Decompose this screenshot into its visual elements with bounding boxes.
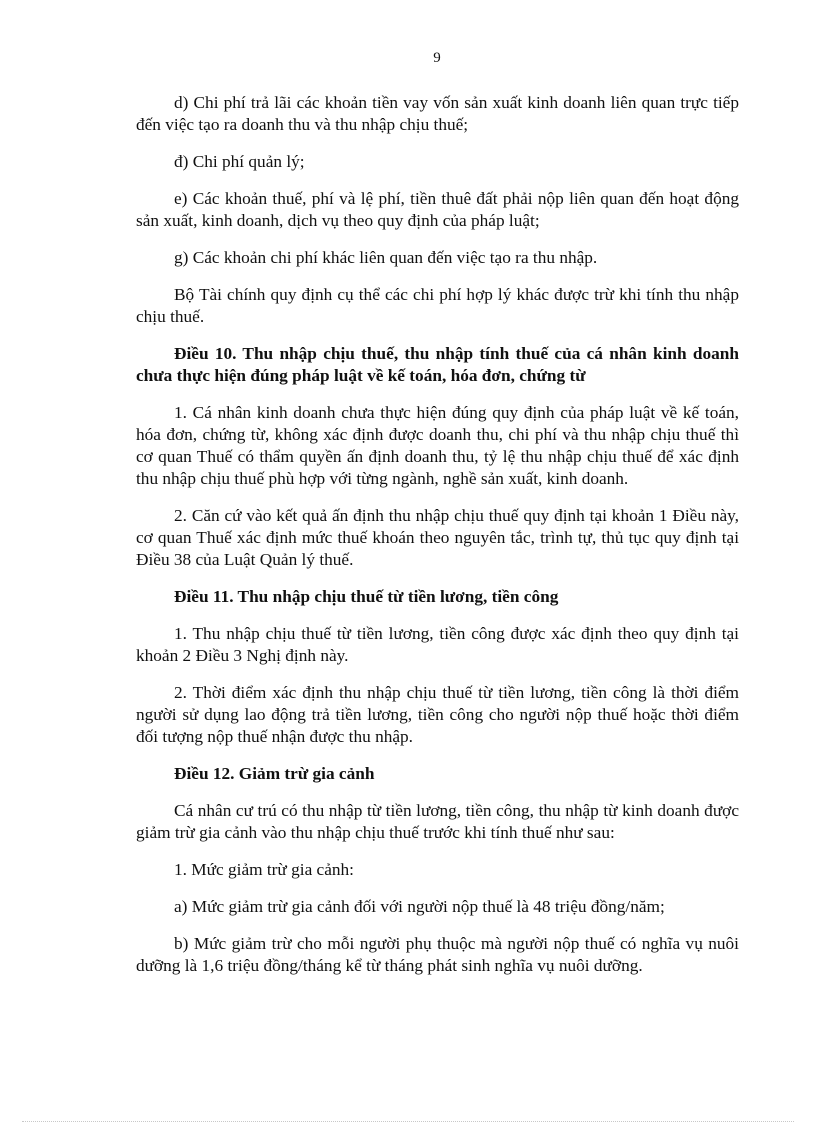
article-10-clause-2: 2. Căn cứ vào kết quả ấn định thu nhập chịu thuế quy định tại khoản 1 Điều này, cơ quan Thuế xác định mức thuế khoán theo nguyên tắc, trình tự, thủ tục quy định tại Điều 38 của Luật Quản lý thuế.	[136, 506, 739, 569]
page-number: 9	[433, 50, 441, 66]
document-body	[136, 92, 739, 992]
article-12-clause-1: 1. Mức giảm trừ gia cảnh:	[174, 860, 354, 879]
article-11-heading: Điều 11. Thu nhập chịu thuế từ tiền lương, tiền công	[174, 587, 559, 606]
article-11-clause-2: 2. Thời điểm xác định thu nhập chịu thuế từ tiền lương, tiền công là thời điểm người sử dụng lao động trả tiền lương, tiền công cho người nộp thuế hoặc thời điểm đối tượng nộp thuế nhận được thu nhập.	[136, 683, 739, 746]
page-bottom-divider	[22, 1121, 794, 1122]
paragraph-item-d: d) Chi phí trả lãi các khoản tiền vay vốn sản xuất kinh doanh liên quan trực tiếp đến việc tạo ra doanh thu và thu nhập chịu thuế;	[136, 93, 739, 134]
paragraph-ministry-note: Bộ Tài chính quy định cụ thể các chi phí hợp lý khác được trừ khi tính thu nhập chịu thuế.	[136, 285, 739, 326]
article-12-clause-1a: a) Mức giảm trừ gia cảnh đối với người nộp thuế là 48 triệu đồng/năm;	[174, 897, 665, 916]
paragraph-item-e: e) Các khoản thuế, phí và lệ phí, tiền thuê đất phải nộp liên quan đến hoạt động sản xuất, kinh doanh, dịch vụ theo quy định của pháp luật;	[136, 189, 739, 230]
article-12-clause-1b: b) Mức giảm trừ cho mỗi người phụ thuộc mà người nộp thuế có nghĩa vụ nuôi dưỡng là 1,6 triệu đồng/tháng kể từ tháng phát sinh nghĩa vụ nuôi dưỡng.	[136, 934, 739, 975]
article-11-clause-1: 1. Thu nhập chịu thuế từ tiền lương, tiền công được xác định theo quy định tại khoản 2 Điều 3 Nghị định này.	[136, 624, 739, 665]
article-10-heading: Điều 10. Thu nhập chịu thuế, thu nhập tính thuế của cá nhân kinh doanh chưa thực hiện đúng pháp luật về kế toán, hóa đơn, chứng từ	[136, 344, 739, 385]
paragraph-item-g: g) Các khoản chi phí khác liên quan đến việc tạo ra thu nhập.	[174, 248, 598, 267]
article-12-intro: Cá nhân cư trú có thu nhập từ tiền lương, tiền công, thu nhập từ kinh doanh được giảm trừ gia cảnh vào thu nhập chịu thuế trước khi tính thuế như sau:	[136, 801, 739, 842]
article-10-clause-1: 1. Cá nhân kinh doanh chưa thực hiện đúng quy định của pháp luật về kế toán, hóa đơn, chứng từ, không xác định được doanh thu, chi phí và thu nhập chịu thuế thì cơ quan Thuế có thẩm quyền ấn định doanh thu, tỷ lệ thu nhập chịu thuế để xác định thu nhập chịu thuế phù hợp với từng ngành, nghề sản xuất, kinh doanh.	[136, 403, 739, 488]
article-12-heading: Điều 12. Giảm trừ gia cảnh	[174, 764, 375, 783]
paragraph-item-dd: đ) Chi phí quản lý;	[174, 152, 305, 171]
